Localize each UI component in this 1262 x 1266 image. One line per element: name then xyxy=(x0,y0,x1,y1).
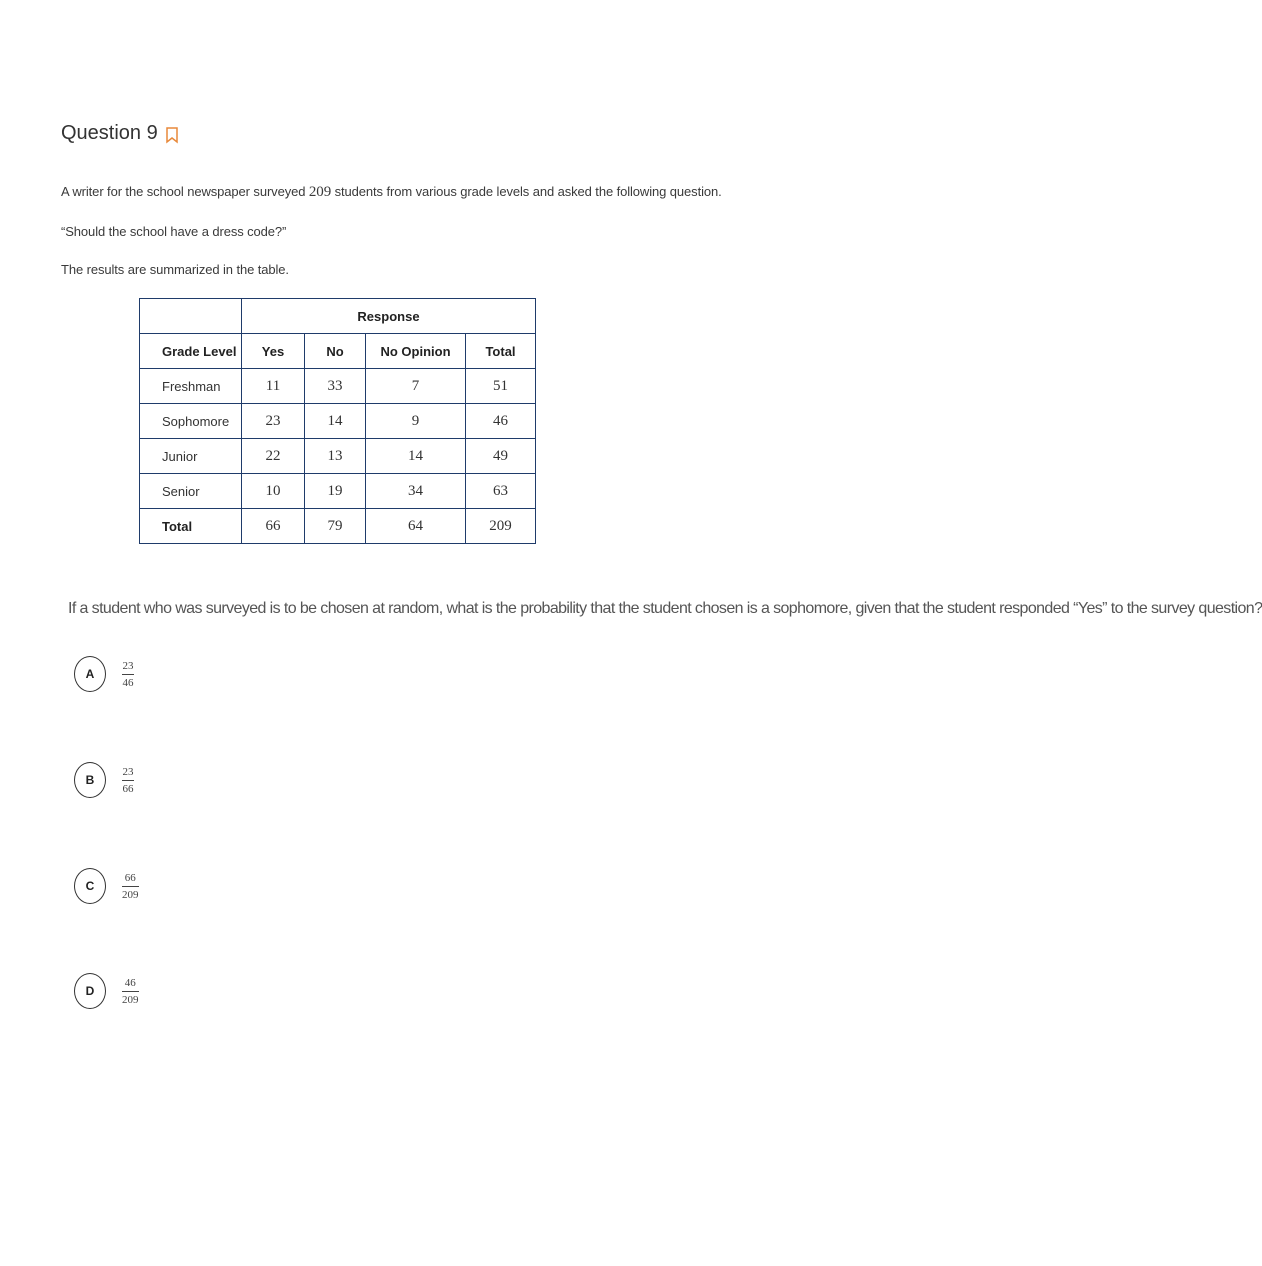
column-header: No Opinion xyxy=(366,334,466,369)
question-prompt: If a student who was surveyed is to be chosen at random, what is the probability that the student chosen is a sophomore, given that the student responded “Yes” to the survey question? xyxy=(68,600,1262,617)
row-label: Junior xyxy=(140,439,242,474)
table-cell: 10 xyxy=(242,474,305,509)
fraction-bar xyxy=(122,674,134,675)
table-group-header-row xyxy=(140,299,536,334)
table-cell: 79 xyxy=(305,509,366,544)
choice-d[interactable] xyxy=(74,973,139,1009)
intro-number: 209 xyxy=(308,184,332,200)
row-label: Sophomore xyxy=(140,404,242,439)
choice-a[interactable] xyxy=(74,656,134,692)
table-cell: 66 xyxy=(242,509,305,544)
table-row xyxy=(140,369,536,404)
question-header xyxy=(61,122,178,145)
choice-letter: B xyxy=(74,762,106,798)
table-cell: 14 xyxy=(305,404,366,439)
fraction-numerator: 23 xyxy=(122,765,134,778)
intro-line-1 xyxy=(61,184,722,201)
table-cell: 19 xyxy=(305,474,366,509)
table-cell: 7 xyxy=(366,369,466,404)
row-label: Senior xyxy=(140,474,242,509)
choice-letter: C xyxy=(74,868,106,904)
table-cell: 14 xyxy=(366,439,466,474)
fraction-numerator: 46 xyxy=(124,976,136,989)
column-header: No xyxy=(305,334,366,369)
row-label: Freshman xyxy=(140,369,242,404)
choice-fraction xyxy=(122,872,139,901)
bookmark-icon[interactable] xyxy=(166,126,178,142)
table-cell: 46 xyxy=(466,404,536,439)
table-total-row xyxy=(140,509,536,544)
fraction-denominator: 46 xyxy=(122,676,134,689)
fraction-denominator: 66 xyxy=(122,782,134,795)
choice-letter: D xyxy=(74,973,106,1009)
table-row xyxy=(140,474,536,509)
table-cell: 63 xyxy=(466,474,536,509)
fraction-numerator: 23 xyxy=(122,659,134,672)
table-blank-cell xyxy=(140,299,242,334)
table-cell: 33 xyxy=(305,369,366,404)
column-header: Yes xyxy=(242,334,305,369)
table-cell: 34 xyxy=(366,474,466,509)
fraction-numerator: 66 xyxy=(124,871,136,884)
table-cell: 11 xyxy=(242,369,305,404)
table-row xyxy=(140,404,536,439)
column-header: Total xyxy=(466,334,536,369)
table-cell: 209 xyxy=(466,509,536,544)
table-cell: 23 xyxy=(242,404,305,439)
choice-b[interactable] xyxy=(74,762,134,798)
intro-text-after: students from various grade levels and asked the following question. xyxy=(331,184,722,199)
table-cell: 64 xyxy=(366,509,466,544)
fraction-bar xyxy=(122,780,134,781)
intro-line-3: The results are summarized in the table. xyxy=(61,262,289,277)
response-group-header: Response xyxy=(242,299,536,334)
table-row xyxy=(140,439,536,474)
choice-c[interactable] xyxy=(74,868,139,904)
choice-fraction xyxy=(122,660,134,689)
question-title: Question 9 xyxy=(61,122,158,144)
choice-letter: A xyxy=(74,656,106,692)
column-header: Grade Level xyxy=(140,334,242,369)
fraction-bar xyxy=(122,886,139,887)
intro-text-before: A writer for the school newspaper surveyed xyxy=(61,184,309,199)
fraction-denominator: 209 xyxy=(122,888,139,901)
fraction-denominator: 209 xyxy=(122,993,139,1006)
table-header-row xyxy=(140,334,536,369)
table-cell: 22 xyxy=(242,439,305,474)
choice-fraction xyxy=(122,766,134,795)
intro-line-2: “Should the school have a dress code?” xyxy=(61,224,287,239)
table-cell: 49 xyxy=(466,439,536,474)
row-label: Total xyxy=(140,509,242,544)
survey-table xyxy=(139,298,536,544)
table-cell: 9 xyxy=(366,404,466,439)
choice-fraction xyxy=(122,977,139,1006)
table-cell: 51 xyxy=(466,369,536,404)
fraction-bar xyxy=(122,991,139,992)
table-cell: 13 xyxy=(305,439,366,474)
